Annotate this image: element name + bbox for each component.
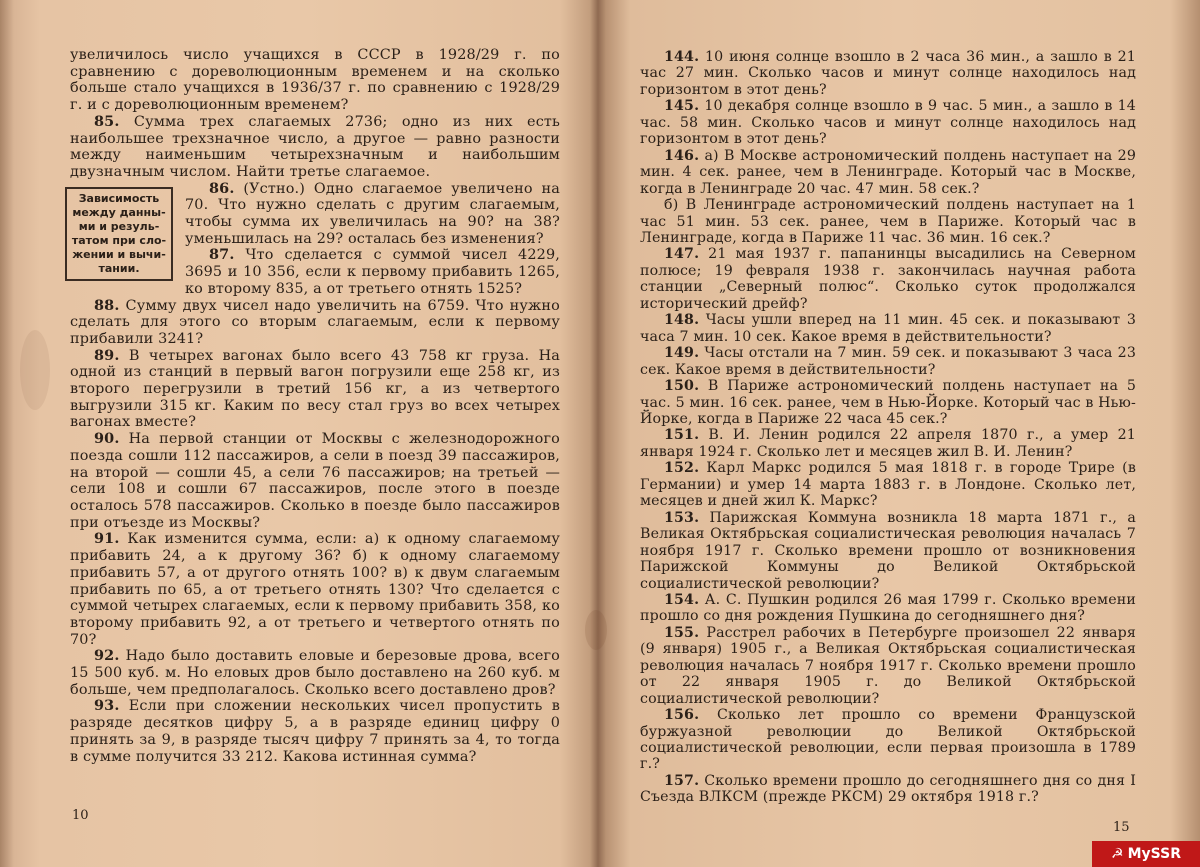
problem-153 (640, 510, 1136, 592)
problem-number: 150. (664, 378, 700, 395)
problem-90 (70, 431, 560, 531)
problem-number: 87. (209, 246, 235, 264)
problem-154 (640, 592, 1136, 625)
margin-note-box (65, 187, 173, 281)
problem-149 (640, 345, 1136, 378)
problem-146b (640, 197, 1136, 246)
problem-number: 88. (94, 296, 120, 314)
margin-note-line: тании. (98, 261, 140, 275)
problem-144 (640, 49, 1136, 98)
problem-number: 85. (94, 112, 120, 130)
paragraph-text: Сумму двух чисел надо увеличить на 6759. Что нужно сделать для этого со вторым слагаемым, если к первому прибавили 3241? (70, 297, 560, 347)
paragraph-text: На первой станции от Москвы с железнодорожного поезда сошли 112 пассажиров, а сели в поезд 39 пассажиров, на второй — сошли 45, а сели 76 пассажиров; на третьей — сели 108 и сошли 67 пассажиров, после этого в поезде осталось 578 пассажиров. Сколько в поезде было пассажиров при отъезде из Москвы? (70, 431, 560, 531)
margin-note-line: татом при сло- (71, 233, 167, 247)
page-number-right: 15 (1113, 820, 1130, 835)
problem-148 (640, 312, 1136, 345)
paragraph-text: Сумма трех слагаемых 2736; одно из них есть наибольшее трехзначное число, а другое — равно разности между наименьшим четырехзначным и наибольшим двузначным числом. Найти третье слагаемое. (70, 113, 560, 180)
problem-88 (70, 298, 560, 348)
problem-92 (70, 648, 560, 698)
problem-number: 155. (664, 624, 700, 641)
problem-147 (640, 246, 1136, 312)
paragraph-text: В четырех вагонах было всего 43 758 кг груза. На одной из станций в первый вагон погрузили еще 258 кг, из второго перегрузили в третий 156 кг, а из четвертого выгрузили 315 кг. Каким по весу стал груз во всех четырех вагонах вместе? (70, 347, 561, 431)
paragraph-text: Если при сложении нескольких чисел пропустить в разряде десятков цифру 5, а в разряде единиц цифру 0 принять за 9, в разряде тысяч цифру 7 принять за 4, то тогда в сумме получится 33 212. Какова истинная сумма? (70, 698, 560, 765)
problem-number: 151. (664, 427, 700, 444)
paragraph-text: А. С. Пушкин родился 26 мая 1799 г. Сколько времени прошло со дня рождения Пушкина до сегодняшнего дня? (640, 591, 1136, 625)
paragraph-text: Парижская Коммуна возникла 18 марта 1871 г., а Великая Октябрьская социалистическая революция началась 7 ноября 1917 г. Сколько времени прошло от возникновения Парижской Коммуны до Великой Октябрьской социалистической революции? (640, 509, 1137, 592)
problem-145 (640, 98, 1136, 147)
problem-number: 145. (664, 98, 700, 115)
margin-note-line: жении и вычи- (72, 247, 166, 261)
hammer-sickle-icon: ☭ (1111, 846, 1124, 862)
paragraph-text: б) В Ленинграде астрономический полдень наступает на 1 час 51 мин. 53 сек. ранее, чем в Париже. Который час в Ленинграде, когда в Париже 11 час. 36 мин. 16 сек.? (640, 197, 1136, 246)
paragraph-text: 21 мая 1937 г. папанинцы высадились на Северном полюсе; 19 февраля 1938 г. закончилась научная работа станции „Северный полюс“. Сколько суток продолжался исторический дрейф? (640, 246, 1136, 312)
problem-number: 92. (94, 647, 120, 665)
problem-157 (640, 773, 1136, 806)
right-page-text (640, 49, 1136, 806)
paragraph-text: а) В Москве астрономический полдень наступает на 29 мин. 4 сек. ранее, чем в Ленинграде. Который час в Москве, когда в Ленинграде 20 час. 47 мин. 58 сек.? (640, 147, 1136, 197)
paragraph-text: В. И. Ленин родился 22 апреля 1870 г., а умер 21 января 1924 г. Сколько лет и месяцев жил В. И. Ленин? (640, 427, 1136, 460)
problem-152 (640, 460, 1136, 509)
problem-number: 152. (664, 460, 700, 477)
problem-number: 93. (94, 697, 120, 715)
problem-number: 86. (209, 179, 235, 197)
problem-number: 147. (664, 246, 700, 263)
problem-number: 144. (664, 49, 700, 65)
paragraph-text: увеличилось число учащихся в СССР в 1928/29 г. по сравнению с дореволюционным временем и на сколько больше стало учащихся в 1936/37 г. по сравнению с 1928/29 г. и с дореволюционным временем? (70, 47, 560, 114)
watermark-text: MySSR (1127, 846, 1181, 862)
problem-number: 91. (94, 530, 120, 548)
problem-89 (70, 348, 560, 432)
margin-note-line: между данны- (72, 205, 166, 219)
problem-number: 157. (664, 772, 700, 789)
paragraph-text: (Устно.) Одно слагаемое увеличено на 70. Что нужно сделать с другим слагаемым, чтобы сумма их увеличилась на 90? на 38? уменьшилась на 29? осталась без изменения? (185, 180, 561, 247)
problem-number: 148. (664, 312, 700, 329)
paragraph-continued (70, 47, 560, 114)
problem-156 (640, 707, 1136, 773)
paragraph-text: Карл Маркс родился 5 мая 1818 г. в городе Трире (в Германии) и умер 14 марта 1883 г. в Лондоне. Сколько лет, месяцев и дней жил К. Маркс? (640, 460, 1136, 510)
page-number-left: 10 (72, 808, 89, 823)
paragraph-text: Надо было доставить еловые и березовые дрова, всего 15 500 куб. м. Но еловых дров было доставлено на 260 куб. м больше, чем предполагалось. Сколько всего доставлено дров? (70, 648, 560, 698)
paragraph-text: В Париже астрономический полдень наступает на 5 час. 5 мин. 16 сек. ранее, чем в Нью-Йорке. Который час в Нью-Йорке, когда в Париже 22 часа 45 сек.? (640, 378, 1136, 427)
problem-number: 89. (94, 346, 120, 364)
paragraph-text: Сколько лет прошло со времени Французской буржуазной революции до Великой Октябрьской социалистической революции, если первая произошла в 1789 г.? (640, 707, 1136, 773)
left-page (0, 0, 598, 867)
problem-85 (70, 114, 560, 181)
problem-number: 156. (664, 707, 700, 724)
problem-91 (70, 531, 560, 648)
problem-number: 146. (664, 147, 700, 164)
margin-note-line: Зависимость (78, 191, 160, 205)
problem-93 (70, 698, 560, 765)
problem-155 (640, 625, 1136, 707)
paragraph-text: Сколько времени прошло до сегодняшнего дня со дня I Съезда ВЛКСМ (прежде РКСМ) 29 октября 1918 г.? (640, 772, 1136, 806)
problem-number: 154. (664, 591, 700, 608)
paragraph-text: Расстрел рабочих в Петербурге произошел 22 января (9 января) 1905 г., а Великая Октябрьская социалистическая революция началась 7 ноября 1917 г. Сколько времени прошло от 22 января 1905 г. до Великой Октябрьской социалистической революции? (640, 624, 1136, 707)
paragraph-text: Как изменится сумма, если: а) к одному слагаемому прибавить 24, а к другому 36? б) к одному слагаемому прибавить 57, а от другого отнять 100? в) к двум слагаемым прибавить по 65, а от третьего отнять 130? Что сделается с суммой четырех слагаемых, если к первому прибавить 358, ко второму прибавить 92, а от третьего и четвертого отнять по 70? (70, 531, 560, 648)
paragraph-text: Часы ушли вперед на 11 мин. 45 сек. и показывают 3 часа 7 мин. 10 сек. Какое время в действительности? (640, 312, 1136, 345)
problem-number: 149. (664, 345, 700, 362)
problem-150 (640, 378, 1136, 427)
left-page-text (70, 47, 560, 765)
paragraph-text: Что сделается с суммой чисел 4229, 3695 и 10 356, если к первому прибавить 1265, ко второму 835, а от третьего отнять 1525? (185, 247, 560, 297)
paragraph-text: Часы отстали на 7 мин. 59 сек. и показывают 3 часа 23 сек. Какое время в действительности? (640, 345, 1136, 378)
problem-146a (640, 148, 1136, 197)
margin-note-line: ми и резуль- (78, 219, 160, 233)
watermark-badge (1092, 841, 1200, 867)
problem-number: 153. (664, 509, 700, 526)
right-page (600, 0, 1200, 867)
paragraph-text: 10 декабря солнце взошло в 9 час. 5 мин., а зашло в 14 час. 58 мин. Сколько часов и минут солнце находилось над горизонтом в этот день? (640, 98, 1136, 148)
problem-number: 90. (94, 430, 120, 448)
paragraph-text: 10 июня солнце взошло в 2 часа 36 мин., а зашло в 21 час 27 мин. Сколько часов и минут солнце находилось над горизонтом в этот день? (640, 49, 1136, 98)
problem-151 (640, 427, 1136, 460)
